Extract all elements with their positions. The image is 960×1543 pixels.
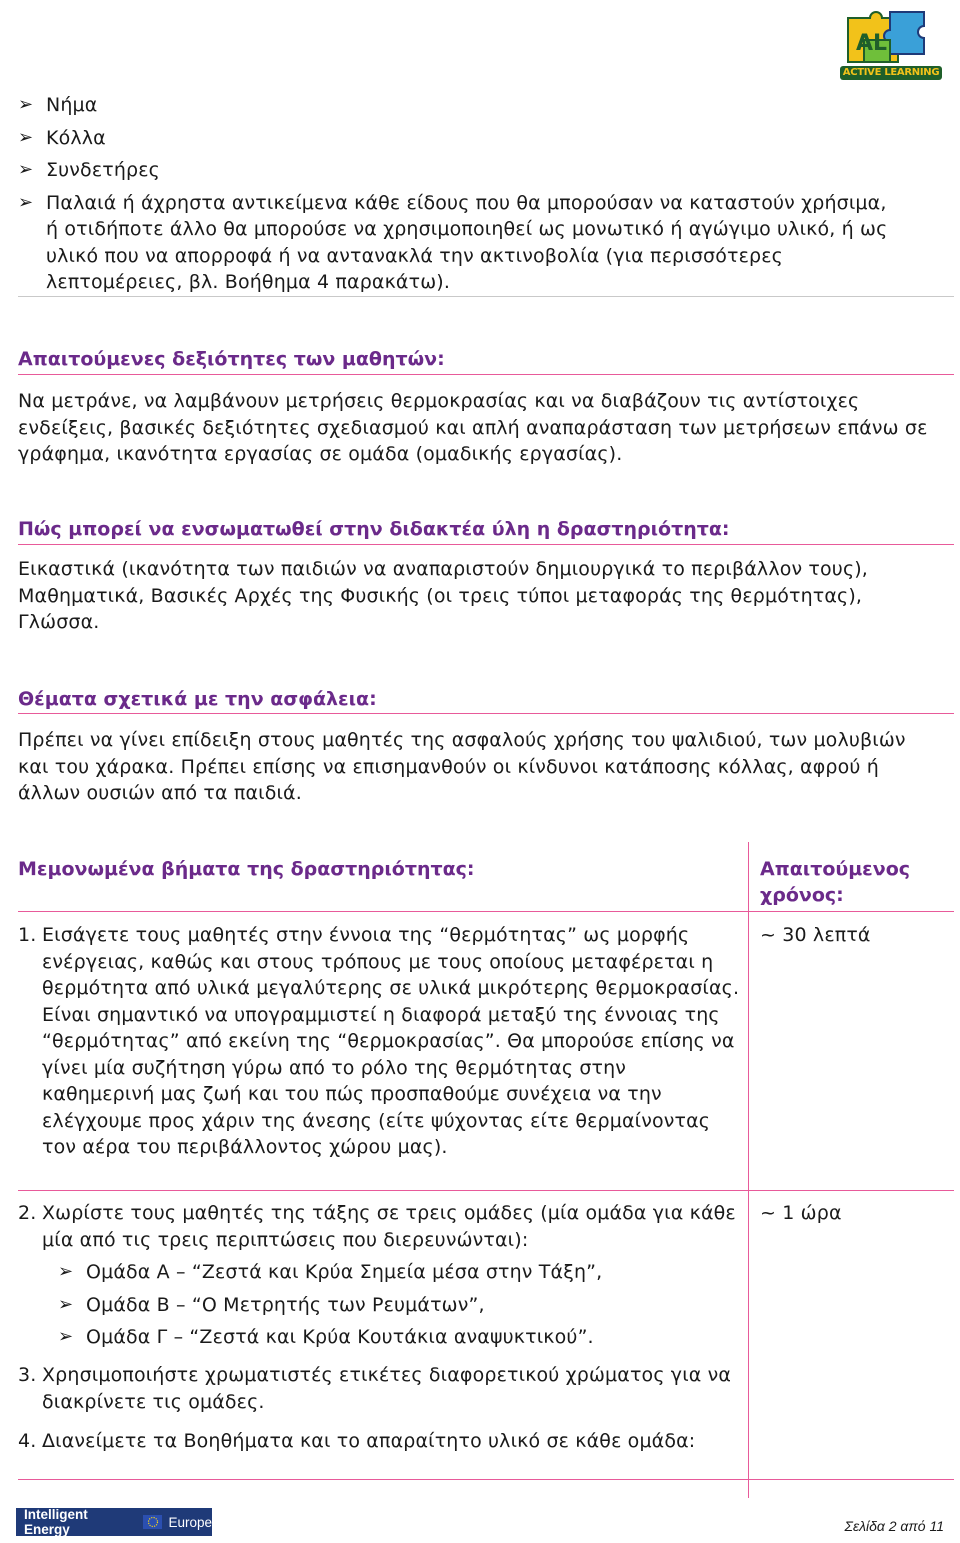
arrow-bullet-icon: ➢: [58, 1326, 74, 1347]
arrow-bullet-icon: ➢: [58, 1261, 74, 1282]
page-number: Σελίδα 2 από 11: [844, 1518, 944, 1534]
steps-heading: Μεμονωμένα βήματα της δραστηριότητας:: [18, 858, 475, 880]
footer-europe: Europe: [168, 1514, 212, 1530]
curriculum-text: Εικαστικά (ικανότητα των παιδιών να αναπαριστούν δημιουργικά το περιβάλλον τους), Μαθηματικά, Βασικές Αρχές της Φυσικής (οι τρεις τύποι μεταφοράς της θερμότητας), Γλώσσα.: [18, 558, 868, 633]
step-number: 4.: [18, 1430, 37, 1452]
materials-list: [18, 92, 898, 302]
step-text: Διανείμετε τα Βοηθήματα και το απαραίτητο υλικό σε κάθε ομάδα:: [42, 1430, 696, 1452]
skills-heading: Απαιτούμενες δεξιότητες των μαθητών:: [18, 348, 445, 370]
curriculum-heading: Πώς μπορεί να ενσωματωθεί στην διδακτέα ύλη η δραστηριότητα:: [18, 518, 730, 540]
step-2: [18, 1200, 743, 1351]
arrow-bullet-icon: ➢: [18, 159, 34, 180]
step-1-time: ~ 30 λεπτά: [760, 924, 871, 946]
intelligent-energy-logo: [16, 1508, 212, 1536]
step-3: [18, 1362, 743, 1415]
list-item: ➢ Συνδετήρες: [18, 157, 898, 184]
safety-text: Πρέπει να γίνει επίδειξη στους μαθητές της ασφαλούς χρήσης του ψαλιδιού, των μολυβιών και του χάρακα. Πρέπει επίσης να επισημανθούν οι κίνδυνοι κατάποσης κόλλας, αφρού ή άλλων ουσιών από τα παιδιά.: [18, 729, 906, 804]
divider: [18, 1479, 954, 1480]
eu-flag-icon: [143, 1515, 163, 1529]
svg-text:AL: AL: [856, 31, 888, 56]
arrow-bullet-icon: ➢: [18, 191, 34, 213]
step-4: [18, 1428, 743, 1455]
logo-label: ACTIVE LEARNING: [842, 67, 940, 78]
footer-brand: Intelligent Energy: [24, 1507, 88, 1537]
list-item: ➢ Ομάδα Β – “Ο Μετρητής των Ρευμάτων”,: [58, 1292, 743, 1319]
list-item: ➢ Κόλλα: [18, 125, 898, 152]
divider: [18, 544, 954, 545]
step-number: 2.: [18, 1202, 37, 1224]
divider: [18, 713, 954, 714]
arrow-bullet-icon: ➢: [18, 94, 34, 115]
step-number: 1.: [18, 924, 37, 946]
divider: [18, 1190, 954, 1191]
active-learning-logo: [838, 6, 944, 82]
divider: [18, 374, 954, 375]
step-text: Εισάγετε τους μαθητές στην έννοια της “θερμότητας” ως μορφής ενέργειας, καθώς και στους τρόπους με τους οποίους μεταφέρεται η θερμότητα από υλικά μεγαλύτερης σε υλικά μικρότερης θερμοκρασίας. Είναι σημαντικό να υπογραμμιστεί η διαφορά μεταξύ της έννοιας της “θερμότητας” από εκείνη της “θερμοκρασίας”. Θα μπορούσε επίσης να γίνει μία συζήτηση γύρω από το ρόλο της θερμότητας στην καθημερινή μας ζωή και του πώς προσπαθούμε συνέχεια να την ελέγχουμε προς χάριν της άνεσης (είτε ψύχοντας είτε θερμαίνοντας τον αέρα του περιβάλλοντος χώρου μας).: [42, 924, 740, 1158]
divider: [18, 911, 954, 912]
step-text: Χωρίστε τους μαθητές της τάξης σε τρεις ομάδες (μία ομάδα για κάθε μία από τις τρεις περιπτώσεις που διερευνώνται):: [42, 1202, 736, 1251]
safety-heading: Θέματα σχετικά με την ασφάλεια:: [18, 688, 377, 710]
arrow-bullet-icon: ➢: [18, 126, 34, 148]
skills-text: Να μετράνε, να λαμβάνουν μετρήσεις θερμοκρασίας και να διαβάζουν τις αντίστοιχες ενδείξεις, βασικές δεξιότητες σχεδιασμού και απλή αναπαράσταση των μετρήσεων επάνω σε γράφημα, ικανότητα εργασίας σε ομάδα (ομαδικής εργασίας).: [18, 390, 928, 465]
divider: [18, 296, 954, 297]
list-item: ➢ Παλαιά ή άχρηστα αντικείμενα κάθε είδους που θα μπορούσαν να καταστούν χρήσιμα, ή οτιδήποτε άλλο θα μπορούσε να χρησιμοποιηθεί ως μονωτικό ή αγώγιμο υλικό, ή ως υλικό που να απορροφά ή να αντανακλά την ακτινοβολία (για περισσότερες λεπτομέρειες, βλ. Βοήθημα 4 παρακάτω).: [18, 191, 888, 293]
step-text: Χρησιμοποιήστε χρωματιστές ετικέτες διαφορετικού χρώματος για να διακρίνετε τις ομάδες.: [42, 1364, 732, 1413]
step-1: [18, 922, 743, 1161]
column-divider: [748, 842, 749, 1498]
list-item: ➢ Ομάδα Γ – “Ζεστά και Κρύα Κουτάκια αναψυκτικού”.: [58, 1324, 743, 1351]
arrow-bullet-icon: ➢: [58, 1293, 74, 1315]
time-heading: Απαιτούμενος χρόνος:: [760, 858, 911, 906]
step-2-time: ~ 1 ώρα: [760, 1202, 842, 1224]
list-item: ➢ Ομάδα Α – “Ζεστά και Κρύα Σημεία μέσα στην Τάξη”,: [58, 1259, 743, 1286]
step-number: 3.: [18, 1364, 37, 1386]
list-item: ➢ Νήμα: [18, 92, 898, 119]
